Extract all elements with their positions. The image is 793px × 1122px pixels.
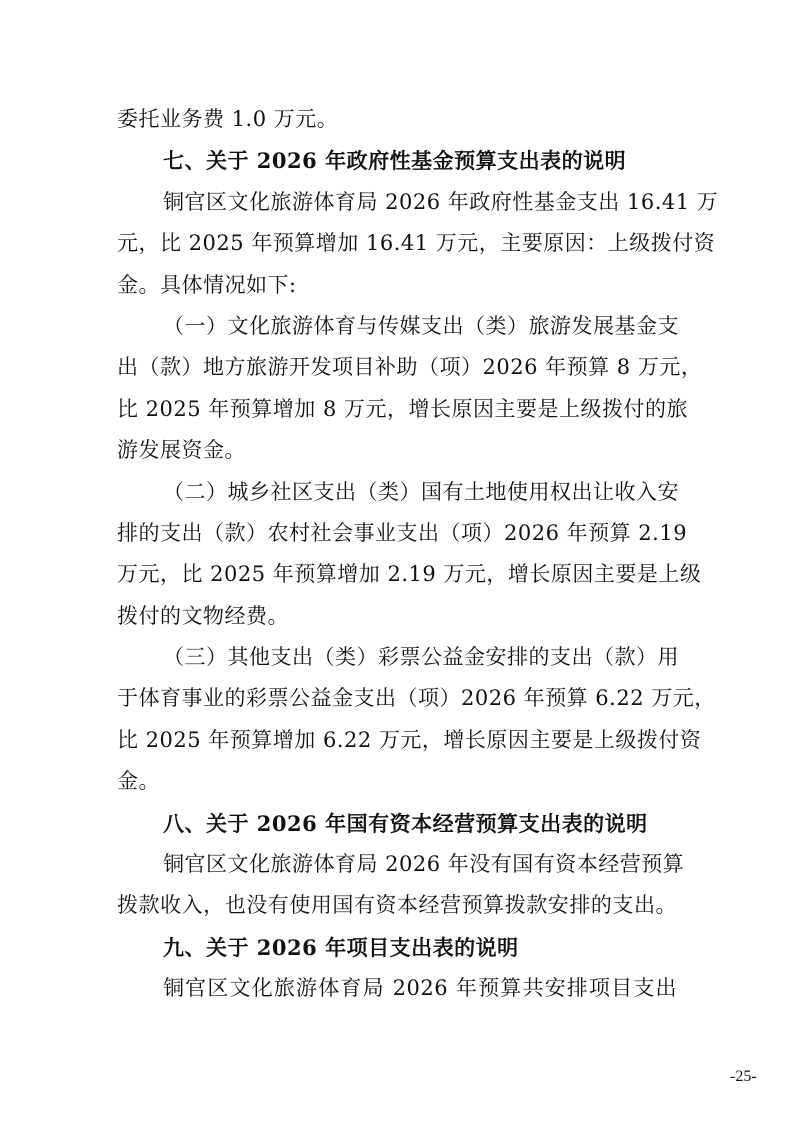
text-line: 委托业务费 1.0 万元。 (117, 107, 339, 131)
text-line: 铜官区文化旅游体育局 2026 年没有国有资本经营预算 (163, 852, 685, 877)
text-line: 万元，比 2025 年预算增加 2.19 万元，增长原因主要是上级 (117, 562, 702, 587)
paragraph (117, 182, 719, 306)
text-line: 拨付的文物经费。 (117, 603, 289, 628)
document-body (117, 99, 719, 1010)
text-line: 铜官区文化旅游体育局 2026 年政府性基金支出 16.41 万 (163, 189, 719, 214)
text-line: 铜官区文化旅游体育局 2026 年预算共安排项目支出 (163, 976, 677, 1001)
text-line: 出（款）地方旅游开发项目补助（项）2026 年预算 8 万元， (117, 355, 703, 380)
text-line: 游发展资金。 (117, 438, 246, 463)
text-line: 元，比 2025 年预算增加 16.41 万元，主要原因：上级拨付资 (117, 231, 716, 256)
text-line: 拨款收入，也没有使用国有资本经营预算拨款安排的支出。 (117, 893, 677, 918)
section-heading (117, 927, 677, 968)
paragraph (117, 844, 685, 927)
heading-text: 七、关于 2026 年政府性基金预算支出表的说明 (163, 148, 627, 174)
text-line: 金。 (117, 769, 160, 794)
paragraph (117, 968, 677, 1009)
text-line: 于体育事业的彩票公益金支出（项）2026 年预算 6.22 万元， (117, 686, 716, 711)
paragraph (117, 472, 702, 638)
section-heading (117, 140, 677, 181)
text-line: （三）其他支出（类）彩票公益金安排的支出（款）用 (163, 645, 679, 670)
paragraph (117, 306, 703, 472)
text-line: （一）文化旅游体育与传媒支出（类）旅游发展基金支 (163, 313, 679, 338)
heading-text: 九、关于 2026 年项目支出表的说明 (163, 934, 519, 960)
paragraph (117, 99, 677, 140)
text-line: （二）城乡社区支出（类）国有土地使用权出让收入安 (163, 479, 679, 504)
heading-text: 八、关于 2026 年国有资本经营预算支出表的说明 (163, 810, 648, 836)
text-line: 排的支出（款）农村社会事业支出（项）2026 年预算 2.19 (117, 520, 688, 545)
section-heading (117, 803, 677, 844)
text-line: 比 2025 年预算增加 8 万元，增长原因主要是上级拨付的旅 (117, 396, 689, 421)
paragraph (117, 637, 716, 803)
text-line: 比 2025 年预算增加 6.22 万元，增长原因主要是上级拨付资 (117, 727, 702, 752)
text-line: 金。具体情况如下: (117, 272, 297, 297)
page-number: -25- (730, 1068, 757, 1085)
